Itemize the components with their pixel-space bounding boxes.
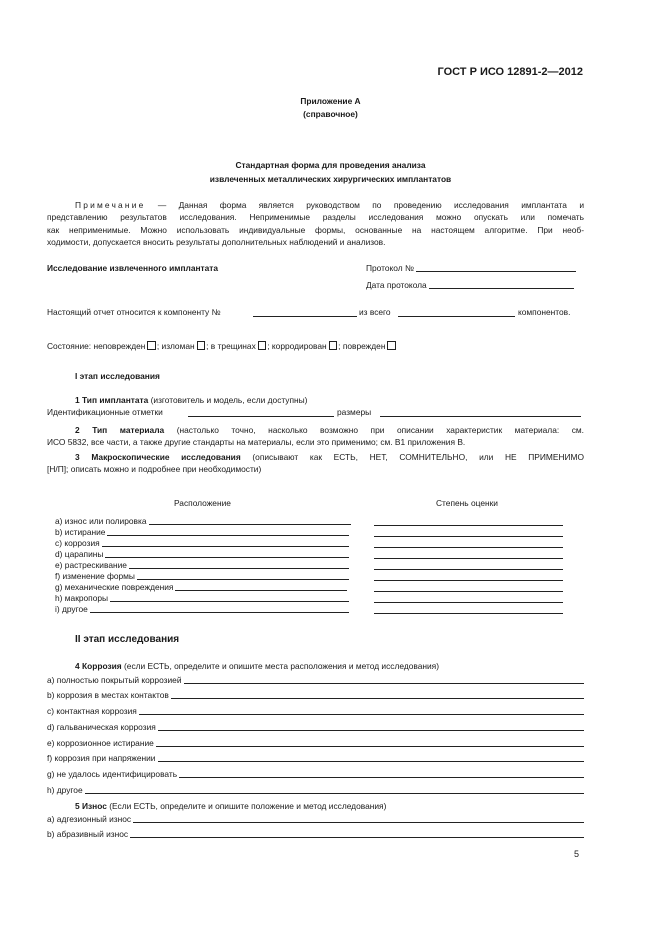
note-line4: ходимости, допускается вносить результаты дополнительных наблюдений и анализов.: [47, 237, 386, 248]
row-letter: c): [55, 538, 62, 548]
row-letter: a): [47, 675, 55, 685]
row-label: контактная коррозия: [56, 706, 137, 716]
answer-line[interactable]: [133, 822, 584, 823]
item4-number: 4: [75, 661, 80, 671]
state-option-cracked: в трещинах: [210, 341, 256, 351]
grade-line[interactable]: [374, 536, 563, 537]
corrosion-row: [47, 785, 584, 795]
row-label: коррозия в местах контактов: [56, 690, 169, 700]
location-line[interactable]: [105, 557, 349, 558]
checkbox-corroded[interactable]: [329, 341, 338, 350]
corrosion-row: [47, 753, 584, 763]
item2-title: Тип материала: [92, 425, 165, 435]
row-letter: f): [47, 753, 53, 763]
note-label: Примечание: [75, 200, 146, 210]
item3-line1: [47, 451, 584, 463]
grade-line[interactable]: [374, 613, 563, 614]
note-line2: представлению результатов исследования. Неприменимые разделы исследования можно опускать или помечать: [47, 212, 584, 223]
sizes-label: размеры: [337, 407, 372, 417]
wear-row: [47, 829, 584, 839]
wear-row: [47, 814, 584, 824]
corrosion-row: [47, 690, 584, 700]
state-label: Состояние:: [47, 341, 92, 351]
note-paragraph: [47, 199, 584, 249]
answer-line[interactable]: [130, 837, 584, 838]
row-label: коррозия: [64, 538, 100, 548]
location-line[interactable]: [90, 612, 349, 613]
checkbox-intact[interactable]: [147, 341, 156, 350]
col-location-header: Расположение: [174, 498, 231, 508]
note-line1: [47, 199, 584, 211]
answer-line[interactable]: [85, 793, 584, 794]
row-label: не удалось идентифицировать: [56, 769, 178, 779]
corrosion-row: [47, 738, 584, 748]
corrosion-row: [47, 675, 584, 685]
item2-paragraph: [47, 424, 584, 449]
row-label: механические повреждения: [64, 582, 174, 592]
macro-row: [55, 604, 349, 614]
item4-heading: [75, 661, 439, 671]
item5-number: 5: [75, 801, 80, 811]
row-letter: e): [47, 738, 55, 748]
macro-row: [55, 571, 349, 581]
state-option-intact: неповрежден: [93, 341, 146, 351]
stage2-title: II этап исследования: [75, 634, 180, 645]
protocol-date-line[interactable]: [429, 288, 574, 289]
grade-line[interactable]: [374, 525, 563, 526]
answer-line[interactable]: [179, 777, 584, 778]
answer-line[interactable]: [139, 714, 584, 715]
answer-line[interactable]: [184, 683, 585, 684]
grade-line[interactable]: [374, 591, 563, 592]
macro-row: [55, 538, 349, 548]
location-line[interactable]: [107, 535, 349, 536]
item3-line2: [Н/П]; описать можно и подробнее при необходимости): [47, 464, 262, 475]
row-label: износ или полировка: [64, 516, 147, 526]
row-label: полностью покрытый коррозией: [56, 675, 182, 685]
row-letter: a): [55, 516, 63, 526]
row-letter: h): [55, 593, 63, 603]
row-letter: e): [55, 560, 63, 570]
row-letter: f): [55, 571, 61, 581]
total-components-line[interactable]: [398, 316, 515, 317]
appendix-type: (справочное): [303, 109, 358, 119]
report-middle: из всего: [359, 307, 391, 317]
macro-row: [55, 593, 349, 603]
item5-title: Износ: [82, 801, 107, 811]
row-label: растрескивание: [64, 560, 127, 570]
study-title: Исследование извлеченного имплантата: [47, 263, 219, 273]
item3-text-1: (описывают как ЕСТЬ, НЕТ, СОМНИТЕЛЬНО, или НЕ ПРИМЕНИМО: [252, 452, 585, 462]
item2-line2: ИСО 5832, все части, а также другие стандарты на материалы, если это применимо; см. В1 приложения В.: [47, 437, 466, 448]
row-letter: b): [55, 527, 63, 537]
state-option-damaged: поврежден: [342, 341, 386, 351]
sizes-line[interactable]: [380, 416, 581, 417]
row-letter: a): [47, 814, 55, 824]
corrosion-row: [47, 769, 584, 779]
row-label: макропоры: [64, 593, 109, 603]
item3-paragraph: [47, 451, 584, 476]
row-label: истирание: [64, 527, 106, 537]
document-code: ГОСТ Р ИСО 12891-2—2012: [437, 66, 583, 78]
col-grade-header: Степень оценки: [436, 498, 498, 508]
row-label: коррозионное истирание: [56, 738, 154, 748]
row-label: другое: [61, 604, 88, 614]
row-label: царапины: [64, 549, 104, 559]
location-line[interactable]: [137, 579, 349, 580]
state-option-broken: изломан: [161, 341, 195, 351]
checkbox-broken[interactable]: [197, 341, 206, 350]
note-text-1: — Данная форма является руководством по проведению исследования имплантата и: [157, 200, 584, 210]
row-letter: c): [47, 706, 54, 716]
location-line[interactable]: [175, 590, 347, 591]
row-letter: h): [47, 785, 55, 795]
row-label: гальваническая коррозия: [56, 722, 156, 732]
marks-line[interactable]: [188, 416, 334, 417]
item1-text: (изготовитель и модель, если доступны): [150, 395, 308, 405]
state-line: Состояние: неповрежден ; изломан ; в трещинах ; корродирован ; поврежден: [47, 341, 397, 351]
corrosion-row: [47, 722, 584, 732]
row-label: адгезионный износ: [56, 814, 132, 824]
item2-text-1: (настолько точно, насколько возможно при описании характеристик материала: см.: [176, 425, 584, 435]
protocol-number-field[interactable]: [366, 263, 576, 273]
note-line3: как неприменимые. Можно использовать индивидуальные формы, основанные на настоящем алгоритме. При необ-: [47, 224, 584, 235]
row-letter: b): [47, 829, 55, 839]
macro-row: [55, 516, 351, 526]
macro-row: [55, 549, 349, 559]
item1-number: 1: [75, 395, 80, 405]
state-option-corroded: корродирован: [271, 341, 327, 351]
answer-line[interactable]: [171, 698, 584, 699]
row-letter: i): [55, 604, 60, 614]
location-line[interactable]: [149, 524, 351, 525]
location-line[interactable]: [102, 546, 349, 547]
stage1-title: I этап исследования: [75, 371, 160, 381]
item1-title: Тип имплантата: [82, 395, 149, 405]
macro-row: [55, 560, 349, 570]
protocol-number-label: Протокол №: [366, 263, 414, 273]
form-title-line2: извлеченных металлических хирургических имплантатов: [209, 174, 452, 184]
protocol-date-label: Дата протокола: [366, 280, 427, 290]
grade-line[interactable]: [374, 547, 563, 548]
answer-line[interactable]: [156, 746, 584, 747]
marks-label: Идентификационные отметки: [47, 407, 163, 417]
item4-text: (если ЕСТЬ, определите и опишите места расположения и метод исследования): [124, 661, 440, 671]
row-letter: g): [55, 582, 63, 592]
row-letter: b): [47, 690, 55, 700]
location-line[interactable]: [110, 601, 349, 602]
grade-line[interactable]: [374, 580, 563, 581]
item1-heading: [75, 395, 307, 405]
answer-line[interactable]: [158, 730, 584, 731]
grade-line[interactable]: [374, 569, 563, 570]
corrosion-row: [47, 706, 584, 716]
item3-number: 3: [75, 452, 80, 462]
row-label: изменение формы: [62, 571, 135, 581]
location-line[interactable]: [129, 568, 349, 569]
answer-line[interactable]: [158, 761, 585, 762]
row-letter: g): [47, 769, 55, 779]
item3-title: Макроскопические исследования: [91, 452, 241, 462]
row-letter: d): [47, 722, 55, 732]
appendix-title: Приложение А: [300, 96, 361, 106]
row-letter: d): [55, 549, 63, 559]
page-number: 5: [573, 849, 579, 859]
item5-heading: [75, 801, 386, 811]
grade-line[interactable]: [374, 602, 563, 603]
row-label: коррозия при напряжении: [54, 753, 156, 763]
protocol-number-line[interactable]: [416, 271, 576, 272]
macro-row: [55, 582, 347, 592]
report-prefix: Настоящий отчет относится к компоненту №: [47, 307, 221, 317]
item2-number: 2: [75, 425, 80, 435]
checkbox-damaged[interactable]: [387, 341, 396, 350]
item2-line1: [47, 424, 584, 436]
macro-row: [55, 527, 349, 537]
protocol-date-field[interactable]: [366, 280, 574, 290]
item5-text: (Если ЕСТЬ, определите и опишите положение и метод исследования): [109, 801, 387, 811]
form-title-line1: Стандартная форма для проведения анализа: [235, 160, 426, 170]
checkbox-cracked[interactable]: [258, 341, 267, 350]
row-label: абразивный износ: [56, 829, 129, 839]
item4-title: Коррозия: [82, 661, 122, 671]
component-number-line[interactable]: [253, 316, 357, 317]
grade-line[interactable]: [374, 558, 563, 559]
report-suffix: компонентов.: [518, 307, 571, 317]
row-label: другое: [56, 785, 83, 795]
